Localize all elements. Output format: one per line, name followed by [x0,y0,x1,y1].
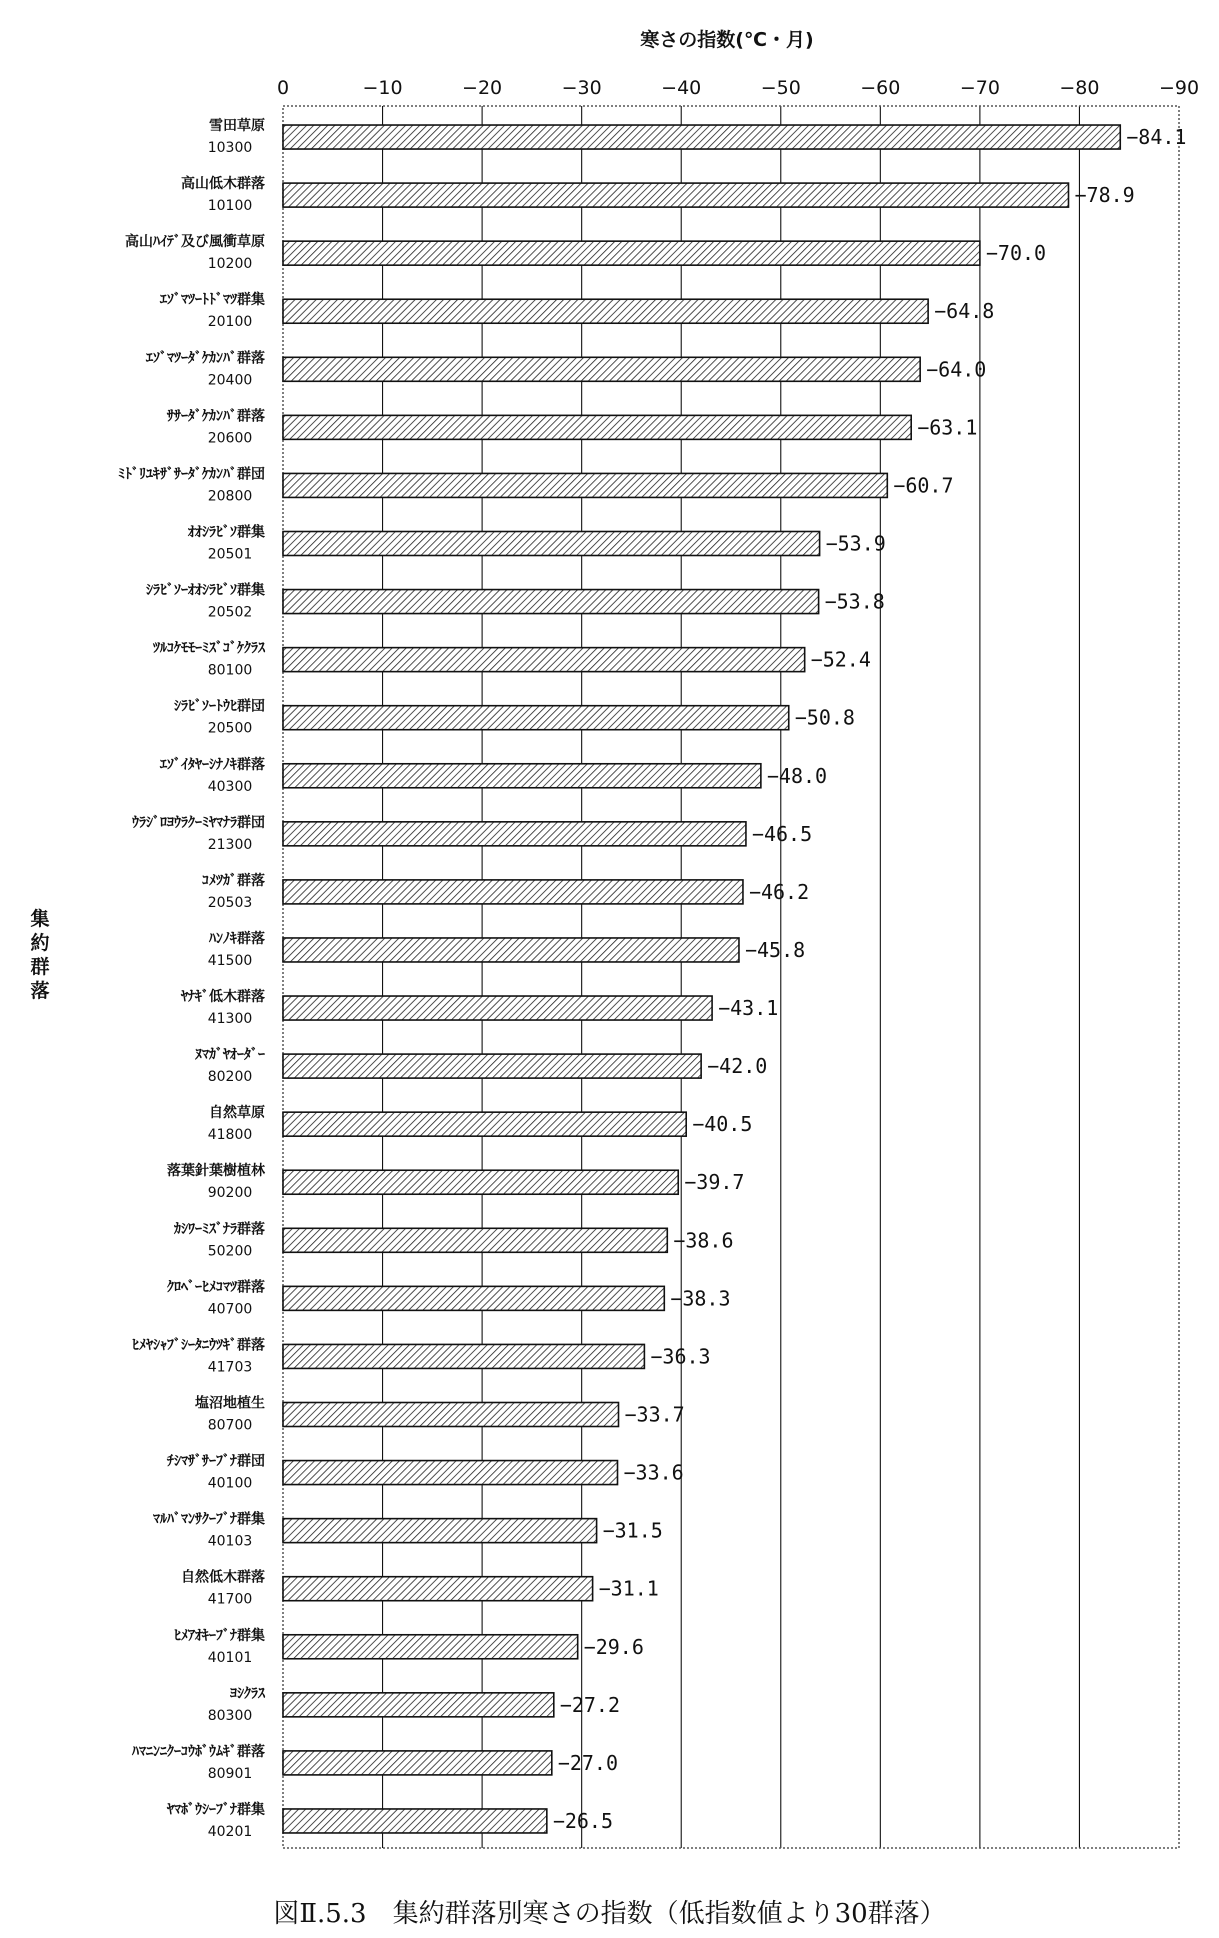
bar [283,299,928,323]
category-code: 41700 [207,1591,253,1608]
category-name: ﾐﾄﾞﾘﾕｷｻﾞｻｰﾀﾞｹｶﾝﾊﾞ群団 [118,466,265,483]
y-axis-title-char: 落 [30,980,50,1002]
category-name: ﾇﾏｶﾞﾔｵｰﾀﾞｰ [195,1047,265,1064]
bar [283,1170,678,1194]
bar [283,706,789,730]
bar [283,1751,552,1775]
category-labels [118,117,266,1840]
category-name: ﾔﾅｷﾞ低木群落 [181,989,265,1006]
value-label: −38.6 [673,1228,734,1253]
category-name: ﾋﾒﾔｼｬﾌﾞｼｰﾀﾆｳﾂｷﾞ群落 [132,1337,265,1354]
bars [283,125,1120,1833]
bar [283,1344,644,1368]
bar [283,415,911,439]
category-code: 20501 [207,546,253,563]
category-code: 40103 [207,1533,253,1550]
category-code: 20800 [207,488,253,505]
value-label: −43.1 [718,996,779,1021]
value-label: −53.8 [824,589,885,614]
x-tick-label: −70 [959,77,1000,99]
category-code: 10300 [207,140,253,157]
category-code: 20503 [207,894,253,911]
category-code: 40101 [207,1649,253,1666]
value-label: −52.4 [810,647,871,672]
x-tick-label: −60 [860,77,901,99]
value-label: −33.7 [624,1402,685,1427]
bar [283,1112,686,1136]
x-tick-label: −80 [1059,77,1100,99]
y-axis-title-char: 約 [30,932,50,954]
category-name: 落葉針葉樹植林 [167,1163,265,1180]
category-name: ﾁｼﾏｻﾞｻｰﾌﾞﾅ群団 [167,1453,265,1470]
category-name: ｴｿﾞﾏﾂｰﾄﾄﾞﾏﾂ群集 [160,292,265,309]
bar [283,125,1120,149]
bar [283,1577,593,1601]
value-label: −31.5 [602,1518,663,1543]
value-label: −33.6 [623,1460,684,1485]
bar [283,1228,667,1252]
x-tick-label: −50 [760,77,801,99]
bar [283,241,980,265]
category-code: 40201 [207,1823,253,1840]
category-name: ﾏﾙﾊﾞﾏﾝｻｸｰﾌﾞﾅ群集 [153,1511,265,1528]
category-code: 21300 [207,836,253,853]
bar [283,880,743,904]
category-code: 41500 [207,952,253,969]
bar [283,532,820,556]
category-code: 40700 [207,1301,253,1318]
value-label: −40.5 [692,1112,753,1137]
value-label: −60.7 [893,473,954,498]
value-label: −70.0 [985,241,1047,266]
category-code: 80200 [207,1069,253,1086]
category-name: ｼﾗﾋﾞｿｰﾄｳﾋ群団 [174,698,265,715]
category-name: ｸﾛﾍﾞｰﾋﾒｺﾏﾂ群落 [167,1279,265,1296]
value-label: −46.2 [748,879,810,904]
category-name: ﾋﾒｱｵｷｰﾌﾞﾅ群集 [174,1627,265,1644]
category-name: 自然低木群落 [181,1569,265,1586]
value-label: −27.2 [559,1692,621,1717]
category-name: 高山低木群落 [181,176,265,193]
value-label: −64.8 [934,299,995,324]
category-name: 自然草原 [209,1105,265,1122]
y-axis-title [30,907,49,1002]
category-name: ｴｿﾞｲﾀﾔｰｼﾅﾉｷ群落 [160,756,265,773]
category-code: 80901 [207,1765,253,1782]
category-code: 20100 [207,314,253,331]
value-label: −53.9 [825,531,886,556]
x-tick-label: −40 [661,77,702,99]
x-tick-label: −30 [561,77,602,99]
category-code: 10200 [207,256,253,273]
value-label: −48.0 [766,763,828,788]
category-name: ｶｼﾜｰﾐｽﾞﾅﾗ群落 [174,1221,265,1238]
category-name: ﾂﾙｺｹﾓﾓｰﾐｽﾞｺﾞｹｸﾗｽ [153,640,265,657]
category-code: 41703 [207,1359,253,1376]
bar [283,1809,547,1833]
category-name: 高山ﾊｲﾃﾞ及び風衝草原 [125,234,265,251]
bar [283,764,761,788]
category-code: 20600 [207,430,253,447]
bar [283,473,887,497]
category-code: 20502 [207,604,253,621]
value-label: −46.5 [751,821,813,846]
bar [283,1519,597,1543]
bar [283,1461,618,1485]
bar [283,1054,701,1078]
category-name: ﾖｼｸﾗｽ [230,1685,265,1702]
value-label: −38.3 [670,1286,731,1311]
value-label: −31.1 [598,1576,659,1601]
value-label: −27.0 [557,1750,619,1775]
value-label: −36.3 [650,1344,711,1369]
value-label: −39.7 [684,1170,745,1195]
category-code: 41800 [207,1127,253,1144]
category-name: ｺﾒﾂｶﾞ群落 [202,872,265,889]
x-axis-ticks [277,77,1199,99]
value-label: −64.0 [926,357,987,382]
bar [283,1286,664,1310]
bar [283,590,819,614]
y-axis-title-char: 群 [30,956,50,978]
category-code: 20400 [207,372,253,389]
x-axis-title: 寒さの指数(℃・月) [640,29,814,51]
value-label: −50.8 [794,705,855,730]
value-label: −29.6 [583,1634,644,1659]
value-label: −63.1 [917,415,978,440]
x-tick-label: −90 [1158,77,1200,99]
y-axis-title-char: 集 [30,908,50,930]
bar [283,938,739,962]
category-name: ｴｿﾞﾏﾂｰﾀﾞｹｶﾝﾊﾞ群落 [146,350,265,367]
bar [283,822,746,846]
value-label: −42.0 [707,1054,768,1079]
category-name: 塩沼地植生 [195,1395,265,1412]
category-code: 80100 [207,662,253,679]
category-code: 20500 [207,720,253,737]
bar [283,183,1068,207]
value-label: −78.9 [1074,183,1135,208]
category-name: ｻｻｰﾀﾞｹｶﾝﾊﾞ群落 [167,408,265,425]
value-label: −45.8 [744,937,806,962]
value-label: −84.1 [1126,125,1187,150]
category-code: 40100 [207,1475,253,1492]
x-tick-label: −10 [362,77,403,99]
category-name: ｳﾗｼﾞﾛﾖｳﾗｸｰﾐﾔﾏﾅﾗ群団 [132,814,265,831]
category-code: 90200 [207,1185,253,1202]
category-name: ﾊﾏﾆﾝﾆｸｰｺｳﾎﾞｳﾑｷﾞ群落 [132,1743,265,1760]
x-tick-label: 0 [276,77,290,99]
category-name: ｵｵｼﾗﾋﾞｿ群集 [188,524,265,541]
category-code: 41300 [207,1011,253,1028]
category-code: 50200 [207,1243,253,1260]
bar [283,1635,578,1659]
figure-caption: 図Ⅱ.5.3 集約群落別寒さの指数（低指数値より30群落） [273,1899,946,1929]
bar [283,1403,619,1427]
category-name: ﾊﾝﾉｷ群落 [209,930,265,947]
category-name: 雪田草原 [209,118,265,135]
category-code: 40300 [207,778,253,795]
x-tick-label: −20 [462,77,503,99]
category-code: 10100 [207,198,253,215]
bar [283,996,712,1020]
bar [283,357,920,381]
bar [283,648,805,672]
value-label: −26.5 [552,1808,614,1833]
category-code: 80300 [207,1707,253,1724]
bar [283,1693,554,1717]
category-name: ﾔﾏﾎﾞｳｼｰﾌﾞﾅ群集 [167,1801,265,1818]
category-code: 80700 [207,1417,253,1434]
category-name: ｼﾗﾋﾞｿｰｵｵｼﾗﾋﾞｿ群集 [146,582,265,599]
